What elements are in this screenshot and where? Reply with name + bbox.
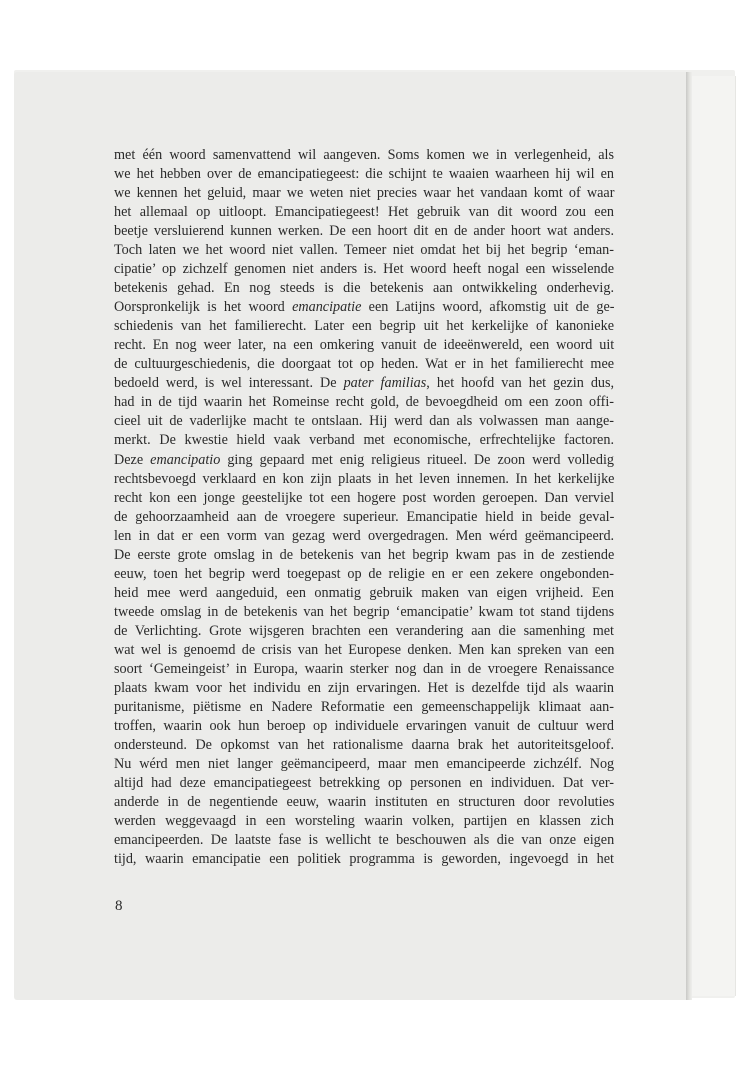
text-run: de gehoorzaamheid aan de vroegere superieur. Emancipatie hield in beide geval- (114, 508, 615, 525)
text-line (114, 241, 614, 260)
text-run: schiedenis van het familierecht. Later een begrip uit het kerkelijke of kanonieke (114, 318, 614, 335)
text-run: het allemaal op uitloopt. Emancipatiegeest! Het gebruik van dit woord zou een (114, 204, 614, 221)
text-run: recht. En nog weer later, na een omkering vanuit de ideeënwereld, een woord uit (114, 337, 615, 354)
text-line (114, 336, 614, 355)
text-line (114, 374, 614, 393)
text-run: Toch laten we het woord niet vallen. Temeer niet omdat het bij het begrip ‘eman- (114, 242, 614, 259)
text-line (114, 527, 614, 546)
text-run: met één woord samenvattend wil aangeven. Soms komen we in verlegenheid, als (114, 147, 614, 163)
text-run: merkt. De kwestie hield vaak verband met economische, erfrechtelijke factoren. (114, 432, 614, 449)
body-text (114, 146, 614, 869)
text-line (114, 184, 614, 203)
text-run: plaats kwam voor het individu en zijn ervaringen. Het is dezelfde tijd als waarin (114, 679, 614, 696)
text-run: eeuw, toen het begrip werd toegepast op de religie en er een zekere ongebonden- (114, 565, 614, 582)
text-line (114, 203, 614, 222)
text-run: , het hoofd van het gezin dus, (426, 375, 615, 392)
page-gutter-shadow (686, 72, 692, 1000)
text-run: de Verlichting. Grote wijsgeren brachten een verandering aan die samenhing met (114, 622, 614, 639)
text-line (114, 736, 614, 755)
text-run: cipatie’ op zichzelf genomen niet anders is. Het woord heeft nogal een wisselende (114, 261, 615, 278)
text-run: altijd had deze emancipatiegeest betrekking op personen en individuen. Dat ver- (114, 775, 614, 792)
text-run: heid mee werd aangeduid, een onmatig gebruik maken van eigen vrijheid. Een (114, 584, 614, 601)
text-line (114, 431, 614, 450)
text-run: puritanisme, piëtisme en Nadere Reformatie een gemeenschappelijk klimaat aan- (114, 698, 614, 715)
text-run: tijd, waarin emancipatie een politiek programma is geworden, ingevoegd in het (114, 851, 614, 868)
text-line (114, 489, 614, 508)
text-run: anderde in de negentiende eeuw, waarin instituten en structuren door revoluties (114, 794, 615, 811)
text-run: troffen, waarin ook hun beroep op individuele ervaringen vanuit de cultuur werd (114, 717, 614, 734)
text-run: tweede omslag in de betekenis van het begrip ‘emancipatie’ kwam tot stand tijdens (114, 603, 615, 620)
text-run: ging gepaard met enig religieus ritueel. De zoon werd volledig (220, 451, 614, 468)
text-line (114, 165, 614, 184)
text-run: Oorspronkelijk is het woord (114, 299, 293, 316)
text-line (114, 774, 614, 793)
text-line (114, 470, 614, 489)
text-line (114, 603, 614, 622)
page-edges (692, 76, 736, 996)
text-run: we kennen het geluid, maar we weten niet precies waar het vandaan komt of waar (114, 185, 615, 202)
text-line (114, 451, 614, 470)
text-run: werden weggevaagd in een worsteling waarin volken, partijen en klassen zich (114, 813, 614, 830)
text-line (114, 355, 614, 374)
text-line (114, 850, 614, 869)
text-run: had in de tijd waarin het Romeinse recht gold, de bevoegdheid om een zoon offi- (114, 394, 614, 411)
text-line (114, 317, 614, 336)
text-run: Nu wérd men niet langer geëmancipeerd, maar men emancipeerde zichzélf. Nog (114, 756, 615, 772)
text-run: we het hebben over de emancipatiegeest: die schijnt te waaien waarheen hij wil en (114, 166, 614, 183)
text-line (114, 508, 614, 527)
text-line (114, 755, 614, 774)
text-run: soort ‘Gemeingeist’ in Europa, waarin sterker nog dan in de vroegere Renaissance (114, 660, 615, 677)
text-line (114, 812, 614, 831)
text-line (114, 679, 614, 698)
text-line (114, 146, 614, 165)
text-run: ondersteund. De opkomst van het rationalisme daarna brak het autoriteitsgeloof. (114, 736, 615, 753)
text-line (114, 698, 614, 717)
text-run: de cultuurgeschiedenis, die doorgaat tot op heden. Wat er in het familierecht mee (114, 356, 615, 373)
italic-term: emancipatio (150, 451, 221, 468)
text-line (114, 660, 614, 679)
text-run: een Latijns woord, afkomstig uit de ge- (361, 299, 615, 316)
text-run: De eerste grote omslag in de betekenis van het begrip kwam pas in de zestiende (114, 546, 615, 563)
italic-term: emancipatie (292, 299, 362, 316)
text-line (114, 622, 614, 641)
text-run: wat wel is genoemd de crisis van het Europese denken. Men kan spreken van een (114, 641, 615, 658)
text-run: Deze (114, 451, 151, 468)
text-run: beetje versluierend kunnen werken. De een hoort dit en de ander hoort wat anders. (114, 223, 614, 240)
text-line (114, 793, 614, 812)
text-line (114, 279, 614, 298)
text-line (114, 393, 614, 412)
text-run: emancipeerden. De laatste fase is wellicht te beschouwen als die van onze eigen (114, 832, 615, 849)
text-line (114, 222, 614, 241)
text-line (114, 298, 614, 317)
text-line (114, 565, 614, 584)
text-line (114, 584, 614, 603)
text-run: recht kon een jonge geestelijke tot een hogere post worden geroepen. Dan verviel (114, 489, 615, 506)
text-run: len in dat er een vorm van gezag werd overgedragen. Men wérd geëmancipeerd. (114, 527, 615, 544)
text-line (114, 831, 614, 850)
page-number: 8 (115, 898, 123, 914)
italic-term: pater familias (343, 375, 427, 392)
text-run: rechtsbevoegd verklaard en kon zijn plaats in het leven innemen. In het kerkelijke (114, 470, 615, 487)
text-line (114, 641, 614, 660)
text-line (114, 546, 614, 565)
text-line (114, 412, 614, 431)
text-run: betekenis gehad. En nog steeds is die betekenis aan ontwikkeling onderhevig. (114, 280, 614, 297)
text-line (114, 717, 614, 736)
text-run: bedoeld werd, is wel interessant. De (114, 375, 344, 392)
text-run: cieel uit de vaderlijke macht te ontslaan. Hij werd dan als volwassen man aange- (114, 413, 614, 430)
text-line (114, 260, 614, 279)
